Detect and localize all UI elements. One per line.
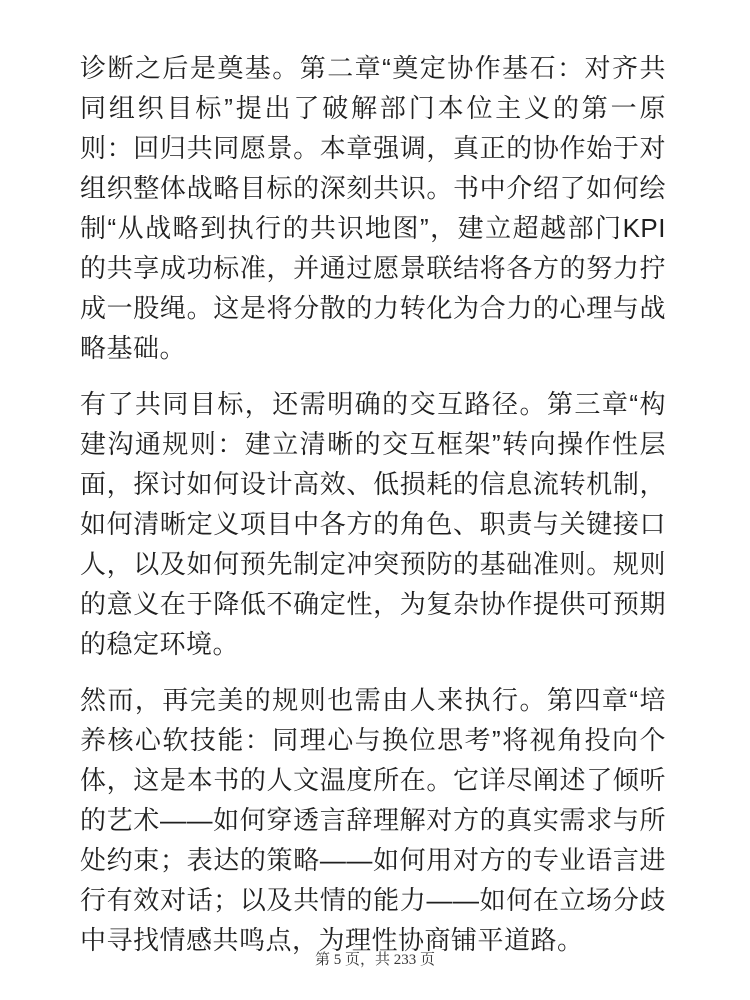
paragraph-chapter-4: 然而，再完美的规则也需由人来执行。第四章“培养核心软技能：同理心与换位思考”将视角投向个体，这是本书的人文温度所在。它详尽阐述了倾听的艺术——如何穿透言辞理解对方的真实需求与所处约束；表达的策略——如何用对方的专业语言进行有效对话；以及共情的能力——如何在立场分歧中寻找情感共鸣点，为理性协商铺平道路。	[80, 685, 666, 955]
page-number-indicator: 第 5 页，共 233 页	[314, 952, 435, 968]
paragraph-chapter-3: 有了共同目标，还需明确的交互路径。第三章“构建沟通规则：建立清晰的交互框架”转向操作性层面，探讨如何设计高效、低损耗的信息流转机制，如何清晰定义项目中各方的角色、职责与关键接口人，以及如何预先制定冲突预防的基础准则。规则的意义在于降低不确定性，为复杂协作提供可预期的稳定环境。	[80, 389, 666, 659]
document-body	[80, 48, 666, 960]
paragraph-chapter-2: 诊断之后是奠基。第二章“奠定协作基石：对齐共同组织目标”提出了破解部门本位主义的第一原则：回归共同愿景。本章强调，真正的协作始于对组织整体战略目标的深刻共识。书中介绍了如何绘制“从战略到执行的共识地图”，建立超越部门KPI的共享成功标准，并通过愿景联结将各方的努力拧成一股绳。这是将分散的力转化为合力的心理与战略基础。	[80, 53, 666, 363]
